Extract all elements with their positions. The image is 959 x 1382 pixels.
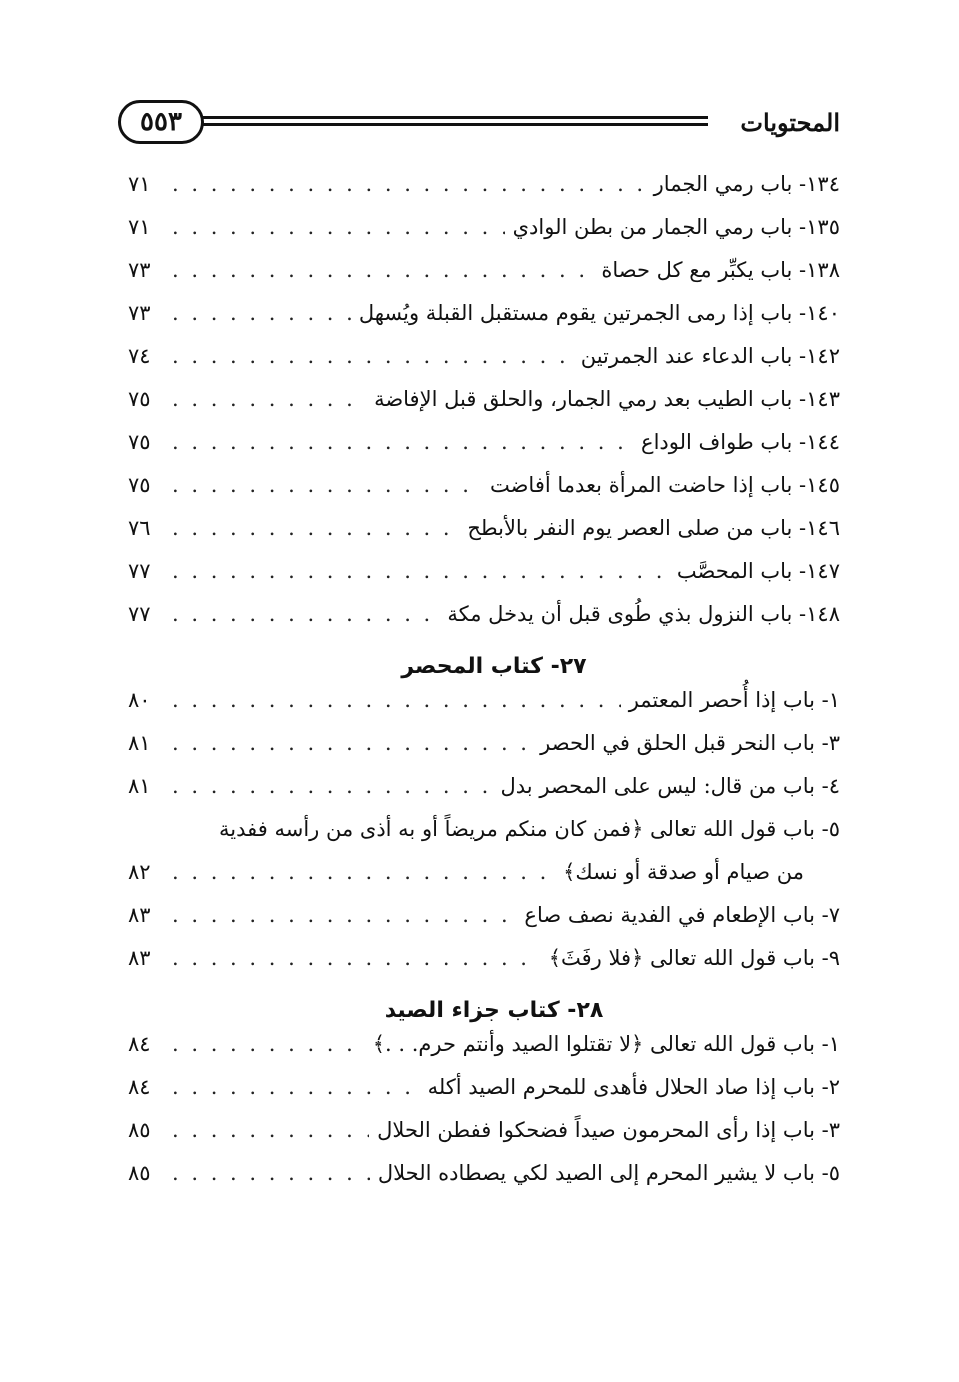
entry-title: ١٤٠- باب إذا رمى الجمرتين يقوم مستقبل القبلة ويُسهل <box>358 301 840 325</box>
entry-title: ١٤٧- باب المحصَّب <box>676 559 840 583</box>
section-heading: ٢٧- كتاب المحصر <box>401 654 587 679</box>
entry-page: ٧٥ <box>128 473 151 497</box>
entry-title: ١٤٥- باب إذا حاضت المرأة بعدما أفاضت <box>489 473 840 497</box>
dot-leader <box>172 688 621 712</box>
dot-leader <box>172 860 555 884</box>
entry-title: ٣- باب النحر قبل الحلق في الحصر <box>540 731 840 755</box>
dot-leader <box>172 1161 370 1185</box>
entry-page: ٨١ <box>128 731 151 755</box>
entry-page: ٧١ <box>128 215 151 239</box>
entry-title: ١٤٤- باب طواف الوداع <box>641 430 840 454</box>
entry-page: ٨٥ <box>128 1118 151 1142</box>
entry-title-continued: من صيام أو صدقة أو نسك﴾ <box>563 860 804 884</box>
entry-title: ١٣٤- باب رمي الجمار <box>653 172 840 196</box>
entry-title: ٣- باب إذا رأى المحرمون صيداً فضحكوا ففطن الحلال <box>377 1118 840 1142</box>
entry-page: ٨٤ <box>128 1032 151 1056</box>
toc-entry <box>128 258 840 301</box>
entry-title: ١٤٣- باب الطيب بعد رمي الجمار، والحلق قبل الإفاضة <box>374 387 840 411</box>
entry-page: ٧٥ <box>128 430 151 454</box>
toc-entry <box>128 731 840 774</box>
dot-leader <box>172 1032 365 1056</box>
dot-leader <box>172 559 669 583</box>
entry-page: ٧٧ <box>128 602 151 626</box>
dot-leader <box>172 731 532 755</box>
toc-entry <box>128 688 840 731</box>
toc-entry <box>128 430 840 473</box>
entry-page: ٧١ <box>128 172 151 196</box>
toc-entry <box>128 1075 840 1118</box>
dot-leader <box>172 258 593 282</box>
dot-leader <box>172 602 439 626</box>
entry-title: ١٤٢- باب الدعاء عند الجمرتين <box>580 344 840 368</box>
toc-entry <box>128 903 840 946</box>
dot-leader <box>172 344 573 368</box>
dot-leader <box>172 215 505 239</box>
dot-leader <box>172 1075 420 1099</box>
toc-entry <box>128 559 840 602</box>
entry-page: ٨٢ <box>128 860 151 884</box>
entry-title: ١٤٦- باب من صلى العصر يوم النفر بالأبطح <box>467 516 840 540</box>
entry-title: ٢- باب إذا صاد الحلال فأهدى للمحرم الصيد أكله <box>427 1075 840 1099</box>
toc-entry-line1 <box>128 817 840 860</box>
dot-leader <box>172 473 482 497</box>
toc-entry <box>128 344 840 387</box>
entry-page: ٨٠ <box>128 688 151 712</box>
dot-leader <box>172 516 459 540</box>
toc-entry <box>128 387 840 430</box>
entry-page: ٧٧ <box>128 559 151 583</box>
toc-entry <box>128 215 840 258</box>
toc-entry <box>128 1032 840 1075</box>
running-title: المحتويات <box>740 107 840 137</box>
toc-entry <box>128 1161 840 1204</box>
entry-page: ٧٣ <box>128 258 151 282</box>
entry-title: ١٤٨- باب النزول بذي طُوى قبل أن يدخل مكة <box>447 602 840 626</box>
section-heading: ٢٨- كتاب جزاء الصيد <box>384 998 604 1023</box>
toc-entry <box>128 473 840 516</box>
toc-entry <box>128 301 840 344</box>
entry-title: ١٣٥- باب رمي الجمار من بطن الوادي <box>512 215 840 239</box>
toc-entry <box>128 774 840 817</box>
dot-leader <box>172 946 541 970</box>
entry-title: ٥- باب قول الله تعالى ﴿فمن كان منكم مريضاً أو به أذى من رأسه ففدية <box>219 817 840 841</box>
entry-page: ٧٣ <box>128 301 151 325</box>
entry-title: ٤- باب من قال: ليس على المحصر بدل <box>500 774 840 798</box>
toc-entry <box>128 602 840 645</box>
dot-leader <box>172 430 633 454</box>
entry-page: ٨٣ <box>128 946 151 970</box>
entry-page: ٧٤ <box>128 344 151 368</box>
entry-title: ١- باب قول الله تعالى ﴿لا تقتلوا الصيد وأنتم حرم. . .﴾ <box>372 1032 840 1056</box>
entry-page: ٨٤ <box>128 1075 151 1099</box>
entry-page: ٨٣ <box>128 903 151 927</box>
entry-title: ١- باب إذا أُحصر المعتمر <box>628 688 840 712</box>
toc-entries <box>128 172 840 1204</box>
entry-title: ١٣٨- باب يكبِّر مع كل حصاة <box>601 258 840 282</box>
entry-page: ٨٥ <box>128 1161 151 1185</box>
header-rule <box>202 116 708 126</box>
page-number: ٥٥٣ <box>118 100 204 144</box>
entry-page: ٧٥ <box>128 387 151 411</box>
entry-title: ٥- باب لا يشير المحرم إلى الصيد لكي يصطاده الحلال <box>377 1161 840 1185</box>
dot-leader <box>172 774 493 798</box>
entry-page: ٨١ <box>128 774 151 798</box>
toc-entry <box>128 1118 840 1161</box>
dot-leader <box>172 903 516 927</box>
dot-leader <box>172 172 646 196</box>
entry-page: ٧٦ <box>128 516 151 540</box>
toc-entry <box>128 946 840 989</box>
entry-title: ٩- باب قول الله تعالى ﴿فلا رفَثَ﴾ <box>548 946 840 970</box>
toc-entry <box>128 172 840 215</box>
entry-title: ٧- باب الإطعام في الفدية نصف صاع <box>524 903 840 927</box>
dot-leader <box>172 387 366 411</box>
toc-entry <box>128 516 840 559</box>
dot-leader <box>172 1118 369 1142</box>
toc-entry-line2 <box>128 860 840 903</box>
dot-leader <box>172 301 351 325</box>
page-header <box>118 98 840 150</box>
